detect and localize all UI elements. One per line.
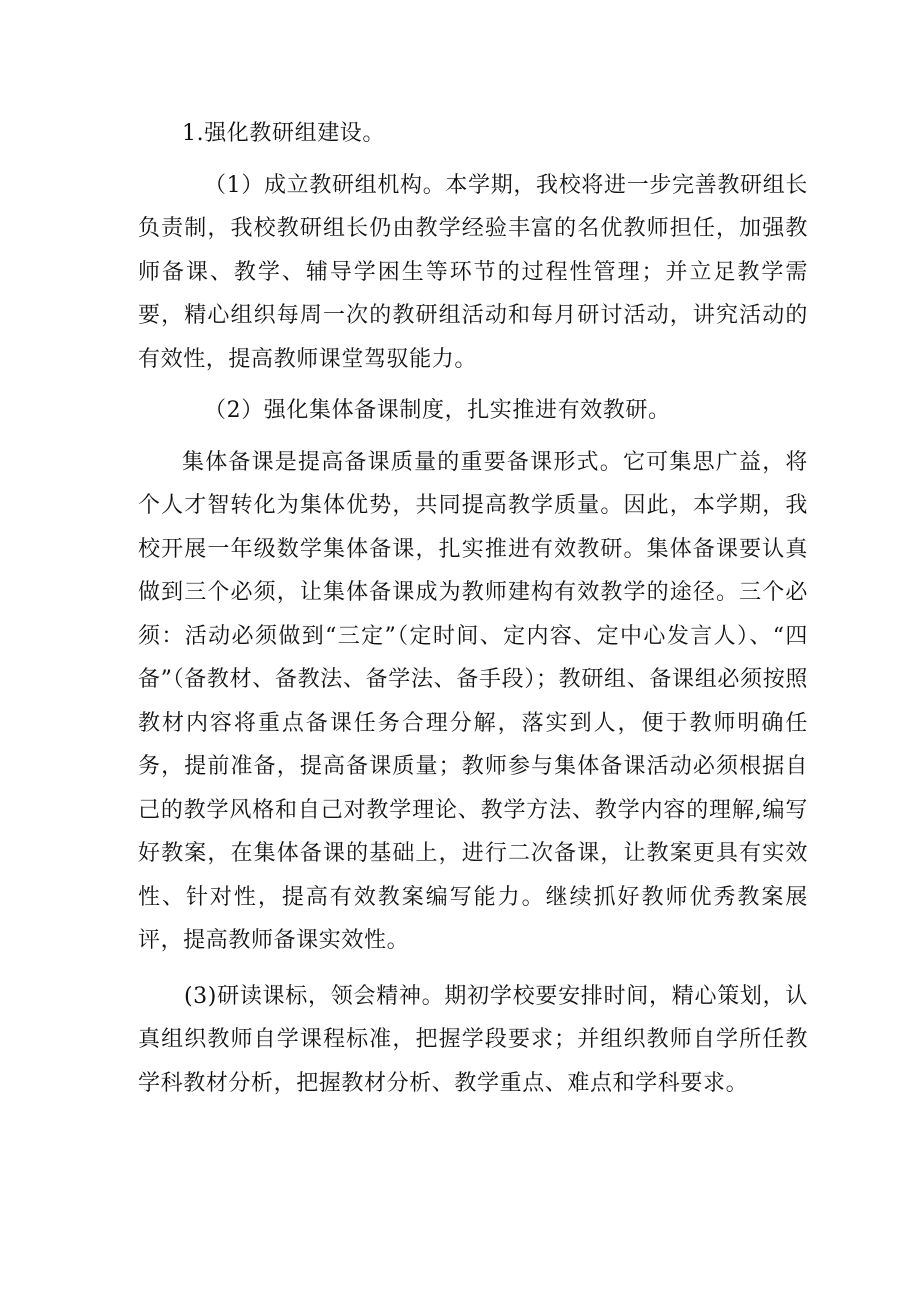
- paragraph-curriculum-study: (3)研读课标，领会精神。期初学校要安排时间，精心策划，认真组织教师自学课程标准，把握学段要求；并组织教师自学所任教学科教材分析，把握教材分析、教学重点、难点和学科要求。: [138, 983, 808, 1096]
- document-body: [138, 112, 808, 1105]
- section-heading: 1.强化教研组建设。: [182, 121, 385, 146]
- paragraph-collective-prep-heading: （2）强化集体备课制度，扎实推进有效教研。: [204, 398, 671, 423]
- paragraph-collective-prep-body: 集体备课是提高备课质量的重要备课形式。它可集思广益，将个人才智转化为集体优势，共同提高教学质量。因此，本学期，我校开展一年级数学集体备课，扎实推进有效教研。集体备课要认真做到三个必须，让集体备课成为教师建构有效教学的途径。三个必须：活动必须做到“三定”（定时间、定内容、定中心发言人）、“四备”（备教材、备教法、备学法、备手段）；教研组、备课组必须按照教材内容将重点备课任务合理分解，落实到人，便于教师明确任务，提前准备，提高备课质量；教师参与集体备课活动必须根据自己的教学风格和自己对教学理论、教学方法、教学内容的理解,编写好教案，在集体备课的基础上，进行二次备课，让教案更具有实效性、针对性，提高有效教案编写能力。继续抓好教师优秀教案展评，提高教师备课实效性。: [138, 449, 808, 953]
- paragraph-teaching-group: （1）成立教研组机构。本学期，我校将进一步完善教研组长负责制，我校教研组长仍由教学经验丰富的名优教师担任，加强教师备课、教学、辅导学困生等环节的过程性管理；并立足教学需要，精心组织每周一次的教研组活动和每月研讨活动，讲究活动的有效性，提高教师课堂驾驭能力。: [138, 172, 808, 372]
